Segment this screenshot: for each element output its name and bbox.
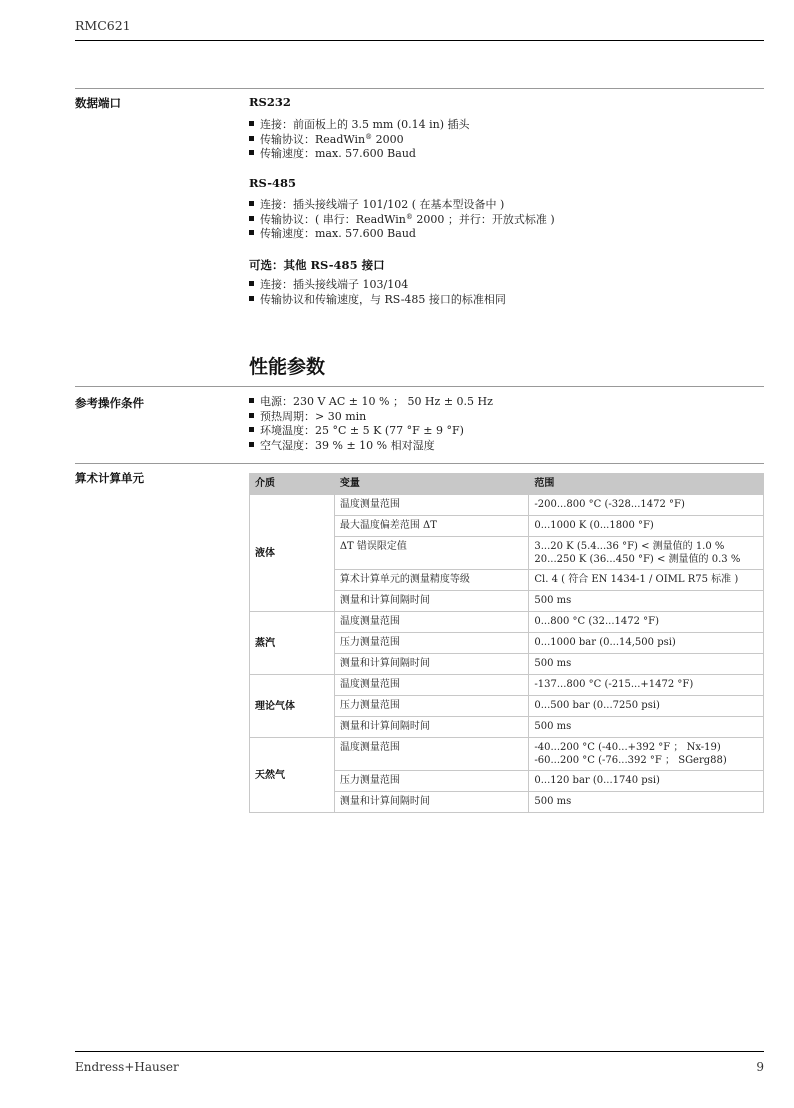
column-header: 介质 — [250, 474, 335, 495]
list-item: 传输协议：ReadWin® 2000 — [249, 133, 470, 148]
table-row — [250, 675, 764, 696]
range-line: 20...250 K (36...450 °F) < 测量值的 0.3 % — [534, 554, 741, 565]
range-cell — [529, 537, 764, 570]
list-item: 传输协议：( 串行：ReadWin® 2000 ；并行：开放式标准 ) — [249, 213, 555, 228]
range-line: 0...1000 bar (0...14,500 psi) — [534, 637, 676, 648]
range-cell — [529, 717, 764, 738]
list-item: 连接：插头接线端子 103/104 — [249, 278, 506, 293]
list-item: 预热周期：> 30 min — [249, 410, 493, 425]
range-cell — [529, 612, 764, 633]
reference-conditions-list — [249, 395, 493, 453]
list-item: 传输速度：max. 57.600 Baud — [249, 227, 555, 242]
rs485-heading: RS-485 — [249, 176, 297, 190]
list-item: 连接：前面板上的 3.5 mm (0.14 in) 插头 — [249, 118, 470, 133]
range-line: 0...120 bar (0...1740 psi) — [534, 775, 660, 786]
section-title: 性能参数 — [249, 356, 326, 378]
rs232-heading: RS232 — [249, 95, 291, 109]
variable-cell: 温度测量范围 — [334, 612, 529, 633]
medium-cell: 天然气 — [250, 738, 335, 813]
optional-rs485-heading: 可选：其他 RS-485 接口 — [249, 258, 385, 272]
header-title: RMC621 — [75, 18, 131, 33]
variable-cell: 压力测量范围 — [334, 633, 529, 654]
range-cell — [529, 516, 764, 537]
variable-cell: ΔT 错误限定值 — [334, 537, 529, 570]
rs485-list — [249, 198, 555, 242]
range-line: 3...20 K (5.4...36 °F) < 测量值的 1.0 % — [534, 541, 725, 552]
range-line: -60...200 °C (-76...392 °F ； SGerg88) — [534, 755, 727, 766]
reference-conditions-label: 参考操作条件 — [75, 396, 144, 410]
variable-cell: 测量和计算间隔时间 — [334, 591, 529, 612]
range-line: 500 ms — [534, 658, 572, 669]
range-line: 500 ms — [534, 595, 572, 606]
range-line: -200...800 °C (-328...1472 °F) — [534, 499, 685, 510]
footer-divider — [75, 1051, 764, 1052]
range-line: 0...500 bar (0...7250 psi) — [534, 700, 660, 711]
range-cell — [529, 591, 764, 612]
variable-cell: 温度测量范围 — [334, 738, 529, 771]
variable-cell: 测量和计算间隔时间 — [334, 792, 529, 813]
medium-cell: 蒸汽 — [250, 612, 335, 675]
table-row — [250, 738, 764, 771]
column-header: 范围 — [529, 474, 764, 495]
list-item: 电源：230 V AC ± 10 % ； 50 Hz ± 0.5 Hz — [249, 395, 493, 410]
list-item: 传输协议和传输速度，与 RS-485 接口的标准相同 — [249, 293, 506, 308]
variable-cell: 算术计算单元的测量精度等级 — [334, 570, 529, 591]
column-header: 变量 — [334, 474, 529, 495]
variable-cell: 测量和计算间隔时间 — [334, 654, 529, 675]
section-divider — [75, 386, 764, 387]
list-item: 环境温度：25 °C ± 5 K (77 °F ± 9 °F) — [249, 424, 493, 439]
table-row — [250, 495, 764, 516]
variable-cell: 温度测量范围 — [334, 495, 529, 516]
list-item: 空气湿度：39 % ± 10 % 相对湿度 — [249, 439, 493, 454]
range-line: 500 ms — [534, 796, 572, 807]
variable-cell: 测量和计算间隔时间 — [334, 717, 529, 738]
section-divider — [75, 463, 764, 464]
range-line: 0...1000 K (0...1800 °F) — [534, 520, 654, 531]
rs232-list — [249, 118, 470, 162]
footer-brand: Endress+Hauser — [75, 1060, 179, 1074]
header-divider — [75, 40, 764, 41]
range-line: Cl. 4 ( 符合 EN 1434-1 / OIML R75 标准 ) — [534, 574, 739, 585]
data-interface-label: 数据端口 — [75, 96, 121, 110]
range-cell — [529, 495, 764, 516]
range-line: 0...800 °C (32...1472 °F) — [534, 616, 659, 627]
range-cell — [529, 675, 764, 696]
range-cell — [529, 654, 764, 675]
range-cell — [529, 633, 764, 654]
range-cell — [529, 570, 764, 591]
calc-unit-label: 算术计算单元 — [75, 471, 144, 485]
range-cell — [529, 792, 764, 813]
range-cell — [529, 738, 764, 771]
optional-rs485-list — [249, 278, 506, 307]
calc-unit-table — [249, 473, 764, 813]
list-item: 传输速度：max. 57.600 Baud — [249, 147, 470, 162]
table-header-row — [250, 474, 764, 495]
variable-cell: 最大温度偏差范围 ΔT — [334, 516, 529, 537]
range-cell — [529, 696, 764, 717]
medium-cell: 理论气体 — [250, 675, 335, 738]
variable-cell: 压力测量范围 — [334, 771, 529, 792]
section-divider — [75, 88, 764, 89]
list-item: 连接：插头接线端子 101/102 ( 在基本型设备中 ) — [249, 198, 555, 213]
range-line: -40...200 °C (-40...+392 °F ； Nx-19) — [534, 742, 721, 753]
range-line: -137...800 °C (-215...+1472 °F) — [534, 679, 694, 690]
page-number: 9 — [756, 1060, 764, 1074]
range-cell — [529, 771, 764, 792]
variable-cell: 压力测量范围 — [334, 696, 529, 717]
variable-cell: 温度测量范围 — [334, 675, 529, 696]
medium-cell: 液体 — [250, 495, 335, 612]
range-line: 500 ms — [534, 721, 572, 732]
table-row — [250, 612, 764, 633]
